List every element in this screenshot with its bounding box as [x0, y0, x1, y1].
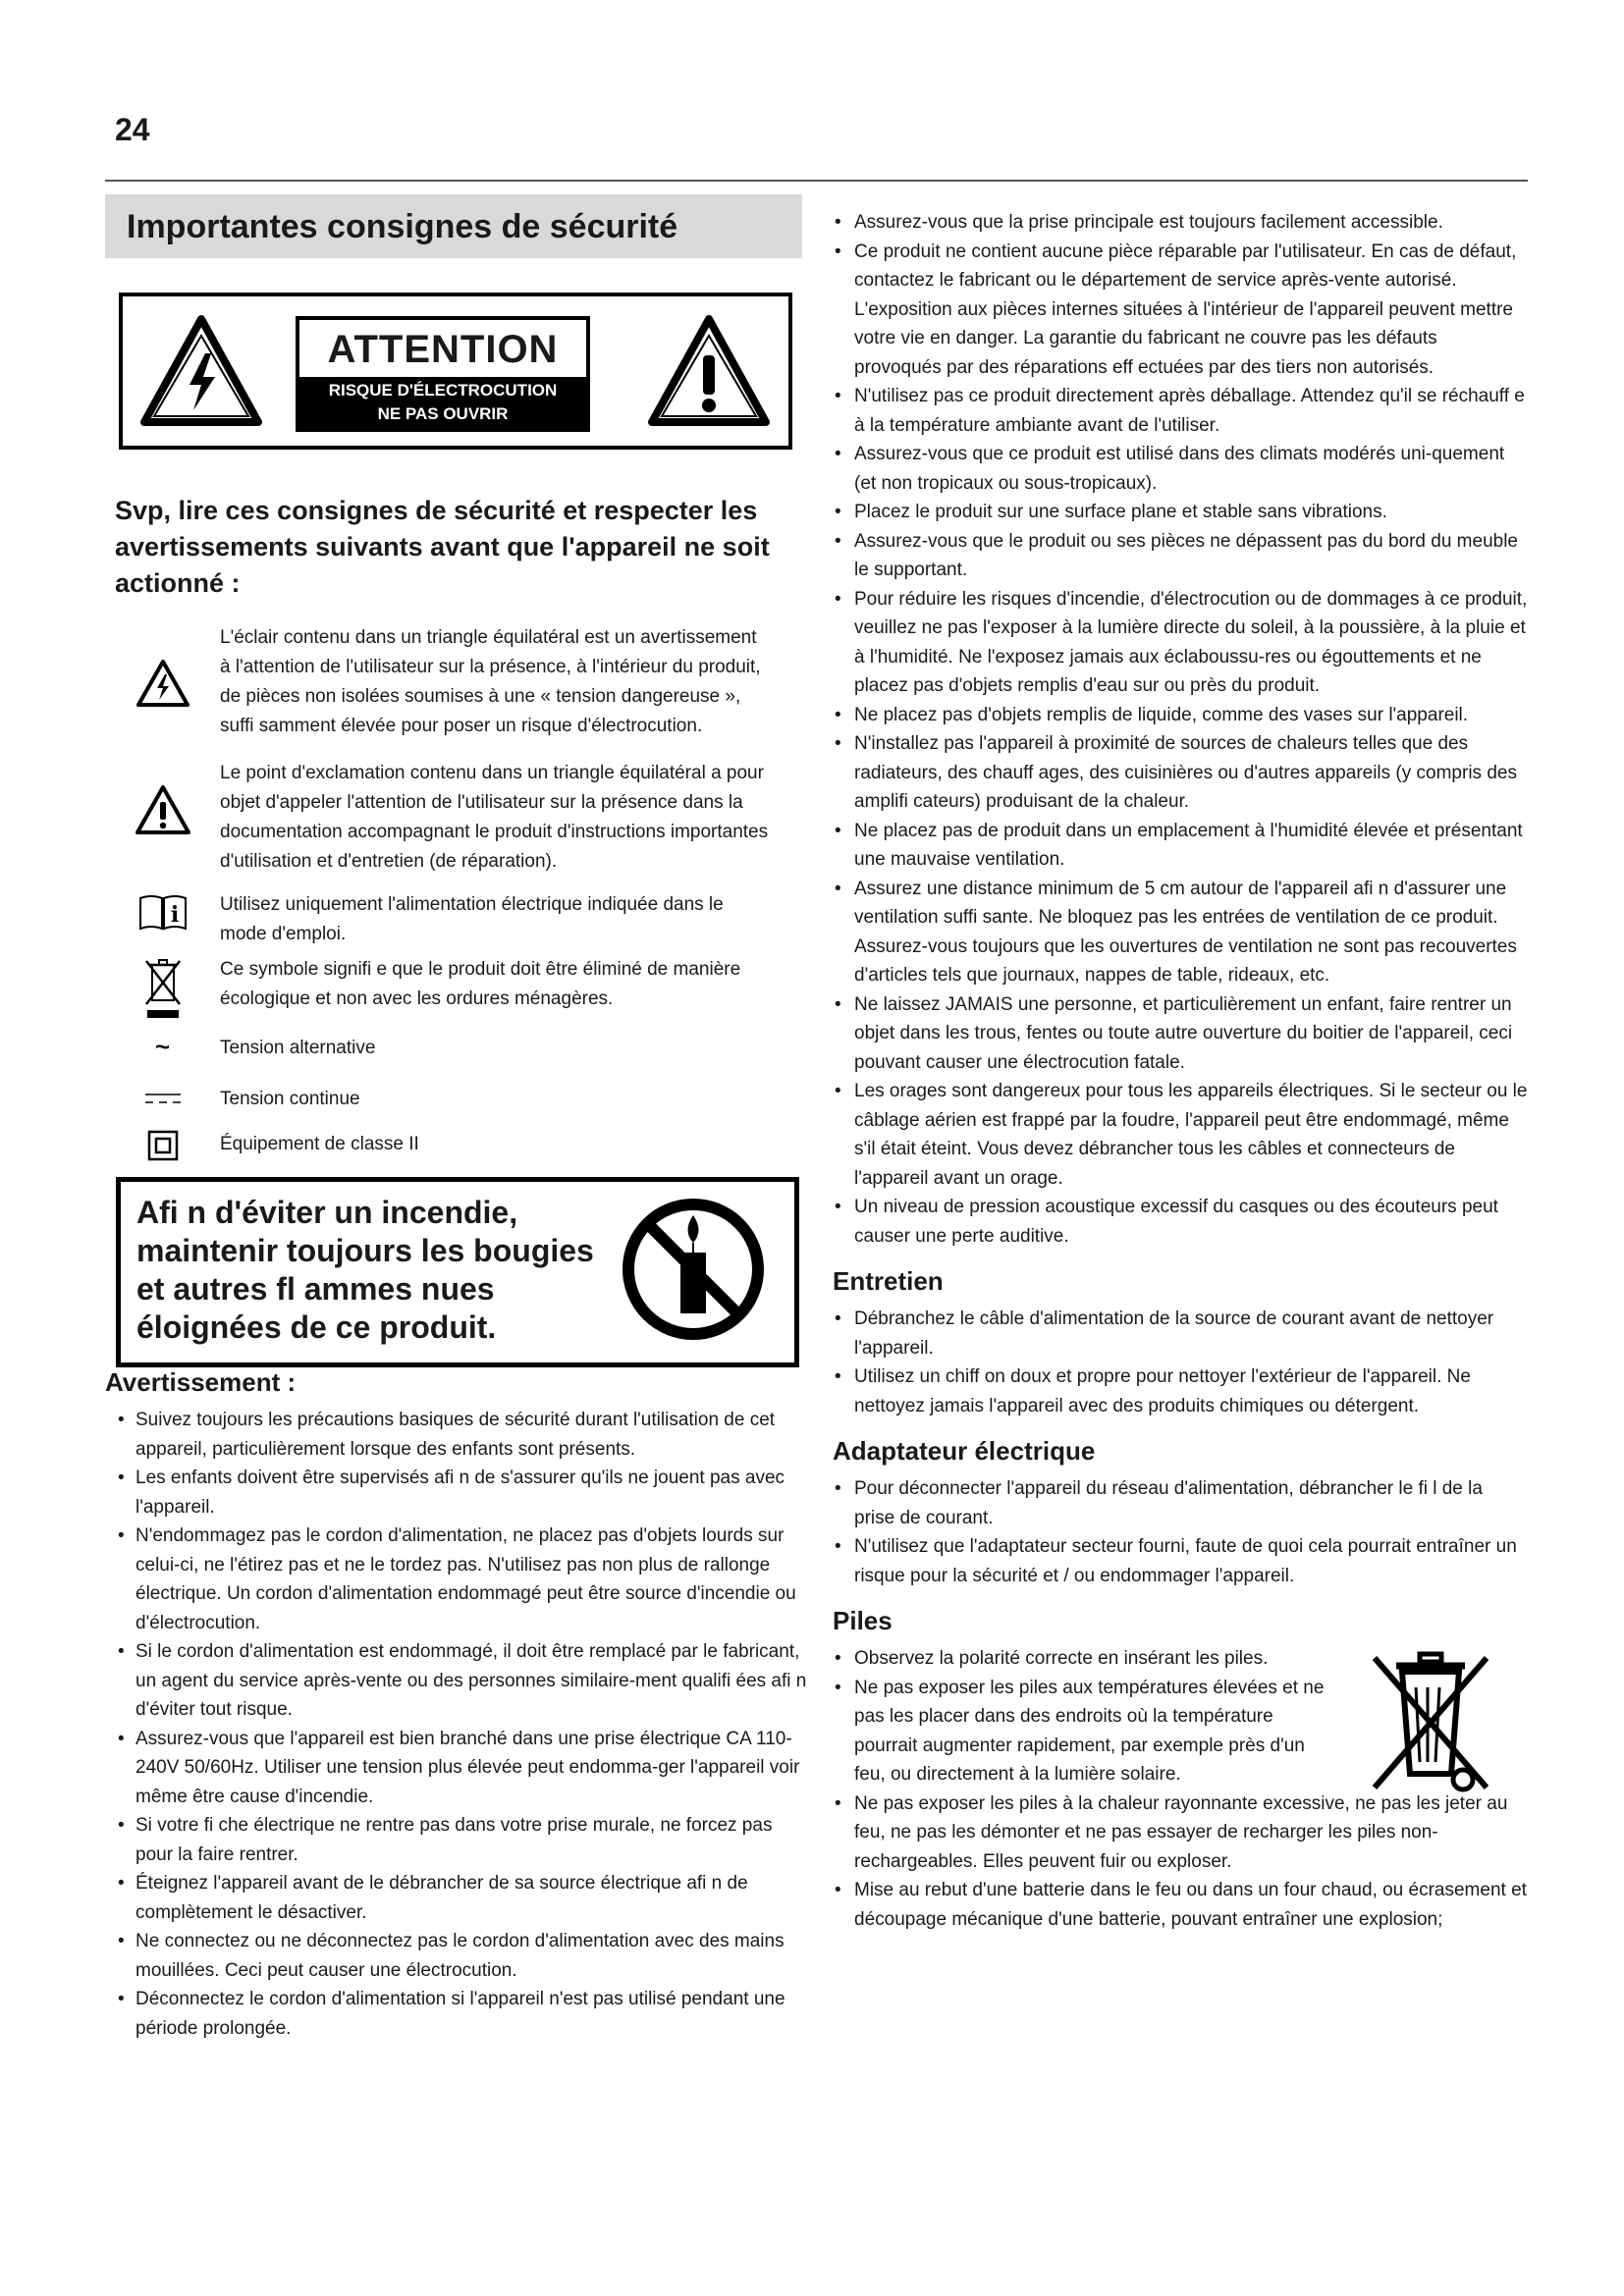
ac-tilde-icon: ~ [154, 1032, 171, 1061]
page-title: Importantes consignes de sécurité [105, 194, 802, 258]
class-ii-icon [147, 1130, 179, 1161]
list-item: • Assurez une distance minimum de 5 cm autour de l'appareil afi n d'assurer une ventilation suffi sante. Ne bloquez pas les entrées de ventilation de ce produit. Assurez-vous toujours que les ouvertures de ventilation ne sont pas recouvertes d'articles tels que journaux, nappes de table, rideaux, etc. [833, 875, 1528, 990]
symbol-description: Tension continue [220, 1089, 360, 1109]
crossed-bin-icon [1367, 1648, 1494, 1795]
symbol-description: Tension alternative [220, 1038, 376, 1058]
piles-section [833, 1644, 1528, 1934]
list-item: • Les enfants doivent être supervisés afi n de s'assurer qu'ils ne jouent pas avec l'appareil. [116, 1464, 808, 1522]
list-item: • N'utilisez que l'adaptateur secteur fourni, faute de quoi cela pourrait entraîner un risque pour la sécurité et / ou endommager l'appareil. [833, 1532, 1528, 1590]
exclamation-triangle-icon [648, 314, 771, 427]
list-item: • Ce produit ne contient aucune pièce réparable par l'utilisateur. En cas de défaut, contactez le fabricant ou le département de service après-vente autorisé. L'exposition aux pièces internes situées à l'intérieur de l'appareil peuvent mettre votre vie en danger. La garantie du fabricant ne couvre pas les défauts provoqués par des réparations eff ectuées par des tiers non autorisés. [833, 238, 1528, 383]
list-item: • Ne pas exposer les piles à la chaleur rayonnante excessive, ne pas les jeter au feu, ne pas les démonter et ne pas essayer de recharger les piles non-rechargeables. Elles peuvent fuir ou exploser. [833, 1789, 1528, 1877]
list-item: • Éteignez l'appareil avant de le débrancher de sa source électrique afi n de complètement le désactiver. [116, 1869, 808, 1927]
right-column [833, 208, 1528, 1934]
list-item: • Pour déconnecter l'appareil du réseau d'alimentation, débrancher le fi l de la prise de courant. [833, 1474, 1528, 1532]
list-item: • Mise au rebut d'une batterie dans le feu ou dans un four chaud, ou écrasement et découpage mécanique d'une batterie, pouvant entraîner une explosion; [833, 1876, 1528, 1934]
list-item: • Placez le produit sur une surface plane et stable sans vibrations. [833, 498, 1528, 527]
piles-heading: Piles [833, 1606, 893, 1635]
exclamation-triangle-icon [135, 784, 191, 835]
manual-info-icon [137, 892, 189, 932]
top-rule [105, 180, 1528, 182]
list-item: • Ne placez pas de produit dans un emplacement à l'humidité élevée et présentant une mauvaise ventilation. [833, 817, 1528, 875]
symbol-legend [105, 623, 802, 1161]
symbol-description: Le point d'exclamation contenu dans un triangle équilatéral a pour objet d'appeler l'attention de l'utilisateur sur la présence dans la documentation accompagnant le produit d'instructions importantes d'utilisation et d'entretien (de réparation). [220, 763, 769, 872]
lightning-triangle-icon [135, 659, 190, 708]
attention-subtitle [299, 377, 586, 428]
symbol-description: Ce symbole signifi e que le produit doit être éliminé de manière écologique et non avec les ordures ménagères. [220, 959, 741, 1009]
adaptateur-list [833, 1474, 1528, 1590]
weee-bin-icon [143, 955, 183, 1020]
list-item: • Si votre fi che électrique ne rentre pas dans votre prise murale, ne forcez pas pour la faire rentrer. [116, 1811, 808, 1869]
list-item: • Déconnectez le cordon d'alimentation si l'appareil n'est pas utilisé pendant une période prolongée. [116, 1985, 808, 2043]
symbol-row [105, 1034, 802, 1063]
attention-line-1: RISQUE D'ÉLECTROCUTION [328, 381, 558, 400]
list-item: • Ne connectez ou ne déconnectez pas le cordon d'alimentation avec des mains mouillées. Ceci peut causer une électrocution. [116, 1927, 808, 1985]
symbol-row [105, 890, 802, 949]
attention-line-2: NE PAS OUVRIR [377, 404, 509, 423]
fire-warning-box [116, 1177, 799, 1367]
lightning-triangle-icon [140, 314, 263, 427]
entretien-heading: Entretien [833, 1266, 944, 1296]
svg-text:i: i [170, 902, 179, 928]
adaptateur-heading: Adaptateur électrique [833, 1436, 1096, 1466]
symbol-description: Utilisez uniquement l'alimentation électrique indiquée dans le mode d'emploi. [220, 894, 724, 944]
list-item: • Pour réduire les risques d'incendie, d'électrocution ou de dommages à ce produit, veuillez ne pas l'exposer à la lumière directe du soleil, à la poussière, à la pluie et à l'humidité. Ne l'exposez jamais aux éclaboussu-res ou égouttements et ne placez pas d'objets remplis d'eau sur ou près du produit. [833, 585, 1528, 701]
list-item: • Ne laissez JAMAIS une personne, et particulièrement un enfant, faire rentrer un objet dans les trous, fentes ou toute autre ouverture du boitier de l'appareil, ceci pouvant causer une électrocution fatale. [833, 990, 1528, 1078]
list-item: • Les orages sont dangereux pour tous les appareils électriques. Si le secteur ou le câblage aérien est frappé par la foudre, l'appareil peut être endommagé, même s'il était éteint. Vous devez débrancher tous les câbles et connecteurs de l'appareil avant un orage. [833, 1077, 1528, 1193]
symbol-row [105, 1130, 802, 1161]
attention-word: ATTENTION [327, 328, 559, 371]
list-item: • Assurez-vous que l'appareil est bien branché dans une prise électrique CA 110-240V 50/60Hz. Utiliser une tension plus élevée peut endomma-ger l'appareil voir même être cause d'incendie. [116, 1725, 808, 1812]
list-item: • Assurez-vous que ce produit est utilisé dans des climats modérés uni-quement (et non tropicaux ou sous-tropicaux). [833, 440, 1528, 498]
list-item: • Ne pas exposer les piles aux températures élevées et ne pas les placer dans des endroits où la température pourrait augmenter rapidement, par exemple près d'un feu, ou directement à la lumière solaire. [833, 1674, 1335, 1789]
list-item: • Un niveau de pression acoustique excessif du casques ou des écouteurs peut causer une perte auditive. [833, 1193, 1528, 1251]
list-item: • Assurez-vous que la prise principale est toujours facilement accessible. [833, 208, 1528, 238]
dc-symbol-icon [144, 1091, 182, 1106]
avertissement-list [116, 1406, 808, 2043]
page-number: 24 [115, 112, 150, 147]
list-item: • Débranchez le câble d'alimentation de la source de courant avant de nettoyer l'appareil. [833, 1305, 1528, 1362]
left-column [105, 194, 807, 2043]
fire-warning-text: Afi n d'éviter un incendie, maintenir toujours les bougies et autres fl ammes nues éloignées de ce produit. [136, 1195, 594, 1345]
safety-list [833, 208, 1528, 1251]
no-open-flame-icon [620, 1196, 767, 1343]
symbol-row [105, 955, 802, 1020]
symbol-row [105, 623, 802, 741]
attention-banner [119, 293, 792, 450]
list-item: • Utilisez un chiff on doux et propre pour nettoyer l'extérieur de l'appareil. Ne nettoyez jamais l'appareil avec des produits chimiques ou détergent. [833, 1362, 1528, 1420]
list-item: • Observez la polarité correcte en insérant les piles. [833, 1644, 1326, 1674]
list-item: • N'utilisez pas ce produit directement après déballage. Attendez qu'il se réchauff e à la température ambiante avant de l'utiliser. [833, 382, 1528, 440]
attention-label-box [296, 316, 590, 432]
list-item: • Assurez-vous que le produit ou ses pièces ne dépassent pas du bord du meuble le supportant. [833, 527, 1528, 585]
list-item: • N'installez pas l'appareil à proximité de sources de chaleurs telles que des radiateurs, des chauff ages, des cuisinières ou d'autres appareils (y compris des amplifi cateurs) produisant de la chaleur. [833, 729, 1528, 817]
list-item: • Ne placez pas d'objets remplis de liquide, comme des vases sur l'appareil. [833, 701, 1528, 730]
symbol-row [105, 1085, 802, 1114]
symbol-description: L'éclair contenu dans un triangle équilatéral est un avertissement à l'attention de l'utilisateur sur la présence, à l'intérieur du produit, de pièces non isolées soumises à une « tension dangereuse », suffi samment élevée pour poser un risque d'électrocution. [220, 627, 761, 736]
symbol-description: Équipement de classe II [220, 1134, 419, 1154]
list-item: • N'endommagez pas le cordon d'alimentation, ne placez pas d'objets lourds sur celui-ci, ne l'étirez pas et ne le tordez pas. N'utilisez pas non plus de rallonge électrique. Un cordon d'alimentation endommagé peut être source d'incendie ou d'électrocution. [116, 1522, 808, 1637]
avertissement-heading: Avertissement : [105, 1367, 297, 1397]
symbol-row [105, 759, 802, 877]
list-item: • Si le cordon d'alimentation est endommagé, il doit être remplacé par le fabricant, un agent du service après-vente ou des personnes similaire-ment qualifi ées afi n d'éviter tout risque. [116, 1637, 808, 1725]
intro-heading: Svp, lire ces consignes de sécurité et respecter les avertissements suivants avant que l'appareil ne soit actionné : [115, 496, 770, 598]
list-item: • Suivez toujours les précautions basiques de sécurité durant l'utilisation de cet appareil, particulièrement lorsque des enfants sont présents. [116, 1406, 808, 1464]
entretien-list [833, 1305, 1528, 1420]
